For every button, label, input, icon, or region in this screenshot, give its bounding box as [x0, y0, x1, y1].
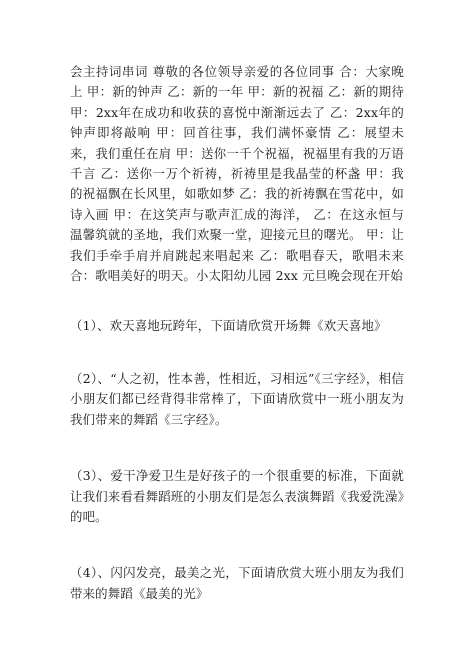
- program-item-1: （1）、欢天喜地玩跨年，下面请欣赏开场舞《欢天喜地》: [70, 318, 387, 334]
- program-item-3: （3）、爱干净爱卫生是好孩子的一个很重要的标准，下面就让我们来看看舞蹈班的小朋友们是怎么表演舞蹈《我爱洗澡》的吧。: [70, 468, 404, 524]
- program-item-2: （2）、“人之初，性本善，性相近，习相远”《三字经》，相信小朋友们都已经背得非常棒了，下面请欣赏中一班小朋友为我们带来的舞蹈《三字经》。: [70, 370, 404, 427]
- program-item-4: （4）、闪闪发亮，最美之光，下面请欣赏大班小朋友为我们带来的舞蹈《最美的光》: [70, 565, 404, 601]
- intro-paragraph: 会主持词串词 尊敬的各位领导亲爱的各位同事 合：大家晚上 甲：新的钟声 乙：新的一年 甲：新的祝福 乙：新的期待 甲：2xx年在成功和收获的喜悦中渐渐远去了 乙：2xx年的钟声即将敲响 甲：回首往事，我们满怀豪情 乙：展望未来，我们重任在肩 甲：送你一千个祝福，祝福里有我的万语千言 乙：送你一万个祈祷，祈祷里是我晶莹的杯盏 甲：我的祝福飘在长风里，如歌如梦 乙：我的祈祷飘在雪花中，如诗入画 甲：在这笑声与歌声汇成的海洋， 乙：在这永恒与温馨筑就的圣地，我们欢聚一堂，迎接元旦的曙光。 甲：让我们手牵手肩并肩跳起来唱起来 乙：歌唱春天，歌唱未来 合：歌唱美好的明天。小太阳幼儿园 2xx 元旦晚会现在开始: [70, 64, 404, 284]
- document-body: [70, 62, 404, 604]
